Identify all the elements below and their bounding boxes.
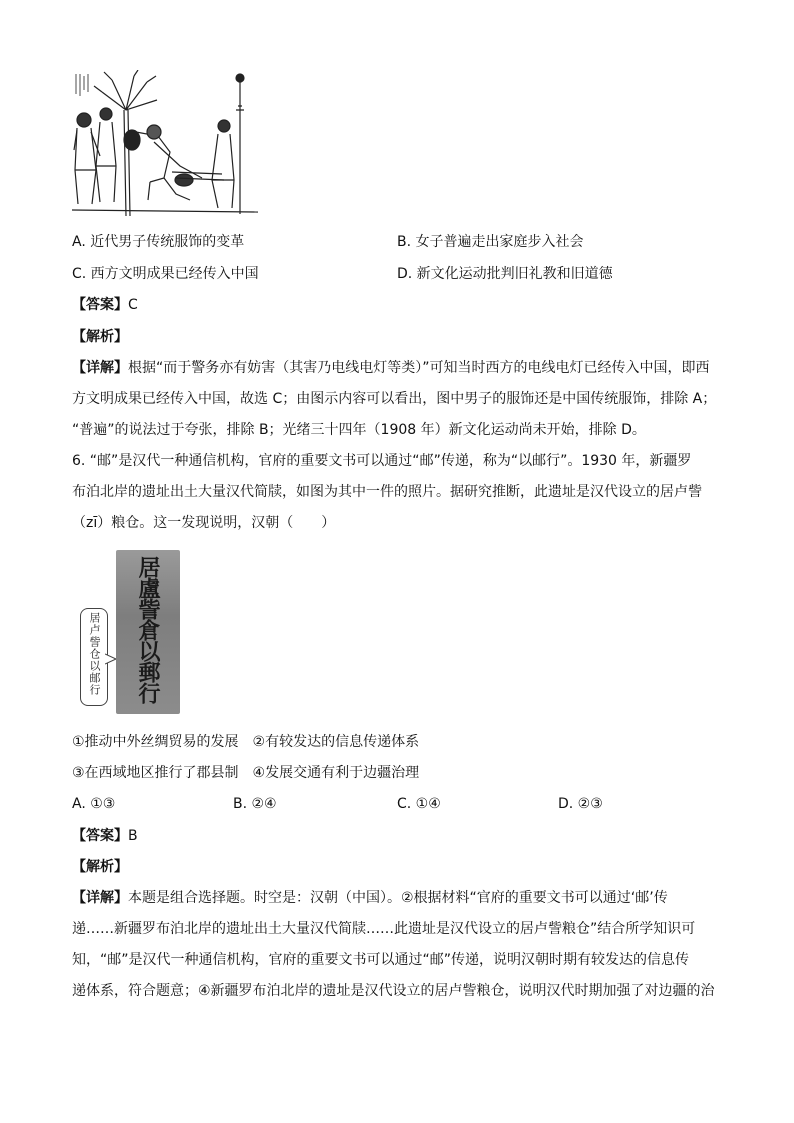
answer-value: B <box>128 828 138 844</box>
q5-detail-line-1 <box>72 358 710 378</box>
q6-statement-line-2: ③在西域地区推行了郡县制 ④发展交通有利于边疆治理 <box>72 765 420 781</box>
q6-option-b: B. ②④ <box>233 796 277 812</box>
q6-analysis-tag: 【解析】 <box>72 859 128 875</box>
q6-detail-line-1 <box>72 888 668 908</box>
q6-answer <box>72 826 138 846</box>
q6-detail-line-3: 知，“邮”是汉代一种通信机构，官府的重要文书可以通过“邮”传递，说明汉朝时期有较发达的信息传 <box>72 952 690 968</box>
q5-option-c: C. 西方文明成果已经传入中国 <box>72 266 259 282</box>
q5-analysis-tag: 【解析】 <box>72 329 128 345</box>
cartoon-illustration <box>72 70 258 216</box>
q6-detail-line-2: 递……新疆罗布泊北岸的遗址出土大量汉代简牍……此遗址是汉代设立的居卢訾粮仓”结合所学知识可 <box>72 921 696 937</box>
q6-option-d: D. ②③ <box>558 796 603 812</box>
detail-text: 根据“而于警务亦有妨害（其害乃电线电灯等类）”可知当时西方的电线电灯已经传入中国，即西 <box>128 360 710 376</box>
detail-text: 本题是组合选择题。时空是：汉朝（中国）。②根据材料“官府的重要文书可以通过‘邮’传 <box>128 890 668 906</box>
detail-tag: 【详解】 <box>72 890 128 906</box>
q6-stem-line-1: 6. “邮”是汉代一种通信机构，官府的重要文书可以通过“邮”传递，称为“以邮行”。1930 年，新疆罗 <box>72 453 692 469</box>
q6-stem-line-2: 布泊北岸的遗址出土大量汉代简牍，如图为其中一件的照片。据研究推断，此遗址是汉代设立的居卢訾 <box>72 484 702 500</box>
q5-option-d: D. 新文化运动批判旧礼教和旧道德 <box>397 266 613 282</box>
q6-option-c: C. ①④ <box>397 796 441 812</box>
q6-option-a: A. ①③ <box>72 796 116 812</box>
answer-tag: 【答案】 <box>72 828 128 844</box>
q6-stem-line-3: （zī）粮仓。这一发现说明，汉朝（ ） <box>72 515 336 531</box>
detail-tag: 【详解】 <box>72 360 128 376</box>
q5-option-a: A. 近代男子传统服饰的变革 <box>72 234 245 250</box>
answer-value: C <box>128 297 138 313</box>
slip-callout <box>80 608 108 706</box>
bamboo-slip-photo <box>116 550 180 714</box>
answer-tag: 【答案】 <box>72 297 128 313</box>
q5-answer <box>72 295 138 315</box>
slip-inscription: 居盧訾倉以郵行 <box>135 556 161 703</box>
q6-detail-line-4: 递体系，符合题意；④新疆罗布泊北岸的遗址是汉代设立的居卢訾粮仓，说明汉代时期加强了对边疆的治 <box>72 983 715 999</box>
bamboo-slip-figure <box>72 548 186 716</box>
slip-callout-text: 居卢訾仓以邮行 <box>88 612 101 696</box>
q5-detail-line-2: 方文明成果已经传入中国，故选 C；由图示内容可以看出，图中男子的服饰还是中国传统服饰，排除 A； <box>72 391 717 407</box>
q6-statement-line-1: ①推动中外丝绸贸易的发展 ②有较发达的信息传递体系 <box>72 734 420 750</box>
q5-detail-line-3: “普遍”的说法过于夸张，排除 B；光绪三十四年（1908 年）新文化运动尚未开始，排除 D。 <box>72 422 646 438</box>
q5-option-b: B. 女子普遍走出家庭步入社会 <box>397 234 584 250</box>
